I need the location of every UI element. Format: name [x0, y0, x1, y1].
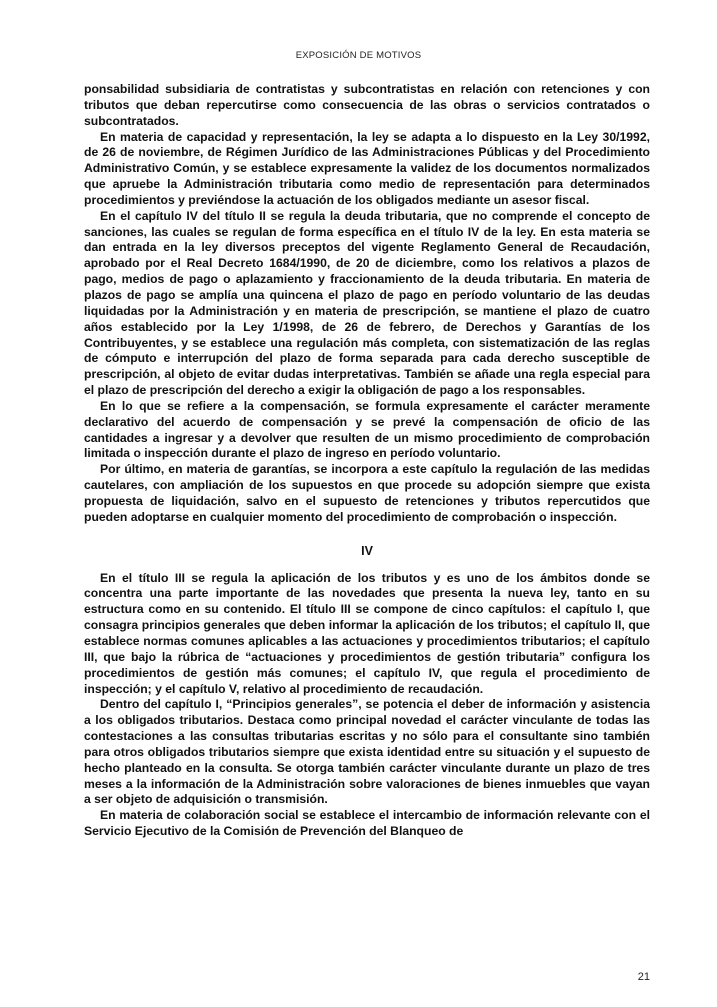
paragraph: Dentro del capítulo I, “Principios generales”, se potencia el deber de información y asistencia a los obligados tributarios. Destaca como principal novedad el carácter vinculante de todas las contestaciones a las consultas tributarias escritas y no sólo para el consultante sino también para otros obligados tributarios siempre que exista identidad entre su situación y el supuesto de hecho planteado en la consulta. Se otorga también carácter vinculante durante un plazo de tres meses a la información de la Administración sobre valoraciones de bienes inmuebles que vayan a ser objeto de adquisición o transmisión.: [84, 697, 650, 807]
paragraph: En materia de capacidad y representación, la ley se adapta a lo dispuesto en la Ley 30/1992, de 26 de noviembre, de Régimen Jurídico de las Administraciones Públicas y del Procedimiento Administrativo Común, y se establece expresamente la validez de los documentos normalizados que apruebe la Administración tributaria como medio de representación para determinados procedimientos y previéndose la actuación de los obligados mediante un asesor fiscal.: [84, 129, 650, 207]
section-heading: IV: [361, 543, 373, 558]
running-header: EXPOSICIÓN DE MOTIVOS: [295, 50, 422, 61]
paragraph: En materia de colaboración social se establece el intercambio de información relevante con el Servicio Ejecutivo de la Comisión de Prevención del Blanqueo de: [84, 808, 650, 839]
paragraph: En el título III se regula la aplicación de los tributos y es uno de los ámbitos donde se concentra una parte importante de las novedades que presenta la nueva ley, tanto en su estructura como en su contenido. El título III se compone de cinco capítulos: el capítulo I, que consagra principios generales que deben informar la aplicación de los tributos; el capítulo II, que establece normas comunes aplicables a las actuaciones y procedimientos tributarios; el capítulo III, que bajo la rúbrica de “actuaciones y procedimientos de gestión tributaria” configura los procedimientos de gestión más comunes; el capítulo IV, que regula el procedimiento de inspección; y el capítulo V, relativo al procedimiento de recaudación.: [84, 570, 650, 696]
page-number: 21: [637, 971, 650, 983]
paragraph-continuation: ponsabilidad subsidiaria de contratistas y subcontratistas en relación con retenciones y con tributos que deban repercutirse como consecuencia de las obras o servicios contratados o subcontratados.: [84, 82, 650, 128]
body-text: [84, 82, 650, 840]
paragraph: En lo que se refiere a la compensación, se formula expresamente el carácter meramente declarativo del acuerdo de compensación y se prevé la compensación de oficio de las cantidades a ingresar y a devolver que resulten de un mismo procedimiento de comprobación limitada o inspección durante el plazo de ingreso en período voluntario.: [84, 398, 650, 461]
paragraph: En el capítulo IV del título II se regula la deuda tributaria, que no comprende el concepto de sanciones, las cuales se regulan de forma específica en el título IV de la ley. En esta materia se dan entrada en la ley diversos preceptos del vigente Reglamento General de Recaudación, aprobado por el Real Decreto 1684/1990, de 20 de diciembre, como los relativos a plazos de pago, medios de pago o aplazamiento y fraccionamiento de la deuda tributaria. En materia de plazos de pago se amplía una quincena el plazo de pago en período voluntario de las deudas liquidadas por la Administración y en materia de prescripción, se mantiene el plazo de cuatro años establecido por la Ley 1/1998, de 26 de febrero, de Derechos y Garantías de los Contribuyentes, y se establece una regulación más completa, con sistematización de las reglas de cómputo e interrupción del plazo de forma separada para cada derecho susceptible de prescripción, al objeto de evitar dudas interpretativas. También se añade una regla especial para el plazo de prescripción del derecho a exigir la obligación de pago a los responsables.: [84, 208, 650, 398]
paragraph: Por último, en materia de garantías, se incorpora a este capítulo la regulación de las medidas cautelares, con ampliación de los supuestos en que procede su adopción siempre que exista propuesta de liquidación, salvo en el supuesto de retenciones y tributos repercutidos que pueden adoptarse en cualquier momento del procedimiento de comprobación o inspección.: [84, 462, 650, 524]
